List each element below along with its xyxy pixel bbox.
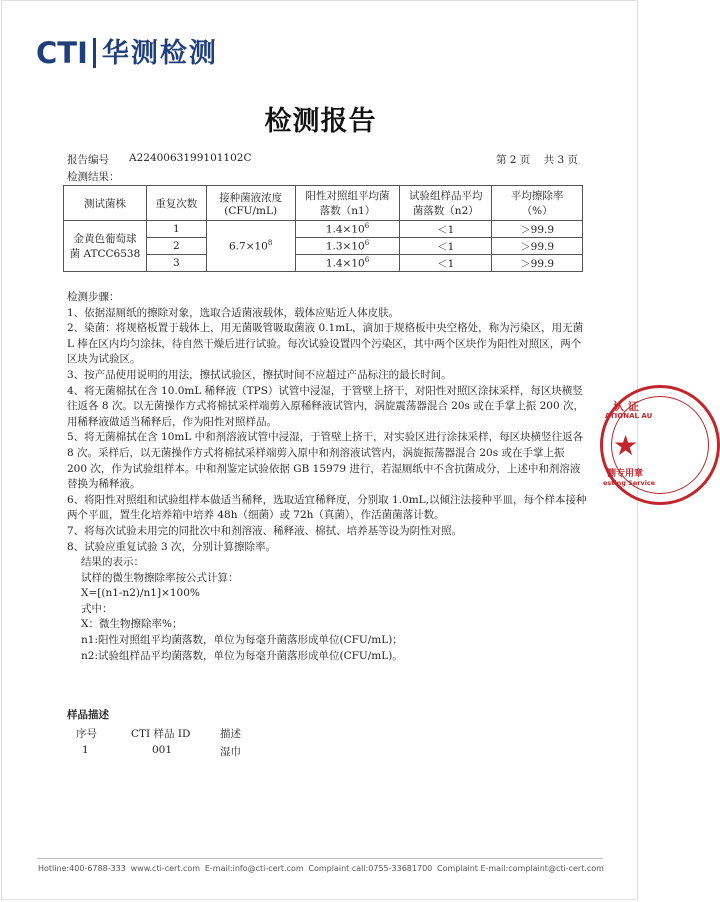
test-steps (67, 290, 587, 664)
n2-cell: ＜1 (400, 238, 492, 255)
n1-value: 1.4×10 (325, 257, 365, 270)
concentration-cell (206, 221, 295, 272)
sample-section-title: 样品描述 (67, 709, 109, 721)
logo-divider (93, 38, 96, 68)
rate-cell: ＞99.9 (492, 238, 583, 255)
report-title: 检测报告 (264, 106, 377, 137)
header-n1: 阳性对照组平均菌 落数（n1） (295, 186, 400, 221)
seal-text-en: ATIONAL AU (605, 412, 653, 420)
rep-cell: 2 (146, 238, 206, 255)
step-item: 2、染菌：将规格板置于载体上，用无菌吸管吸取菌液 0.1mL，滴加于规格板中央空格处，称为污染区，用无菌 L 棒在区内均匀涂抹，待自然干燥后进行试验。每次试验设置四个污染区，其中两个区块作为阳性对照区，两个区块为试验区。 (67, 322, 584, 366)
results-label: 检测结果： (67, 171, 120, 183)
n1-exp: 6 (364, 222, 370, 231)
table-header-row (64, 186, 583, 221)
footer-hotline: Hotline:400-6788-333 (38, 864, 126, 873)
step-item: 7、将每次试验未用完的同批次中和剂溶液、稀释液、棉拭、培养基等设为阴性对照。 (67, 524, 463, 537)
footer-website: www.cti-cert.com (130, 864, 201, 873)
header-concentration: 接种菌液浓度 (CFU/mL) (206, 186, 295, 221)
n1-exp: 6 (364, 239, 370, 248)
concentration-exp: 8 (267, 239, 273, 248)
official-seal (600, 385, 720, 505)
logo-brand: CTI (36, 35, 88, 70)
seal-text-bottom: 测专用章 (607, 469, 644, 479)
footer-complaint-email: Complaint E-mail:complaint@cti-cert.com (437, 864, 604, 873)
sample-header-id: CTI 样品 ID (131, 728, 191, 740)
results-table (63, 185, 583, 272)
page-indicator: 第 2 页 共 3 页 (495, 154, 578, 166)
n1-cell (295, 221, 400, 238)
n1-value: 1.4×10 (325, 223, 365, 236)
formula-x-def: X：微生物擦除率%； (81, 618, 183, 631)
n1-exp: 6 (364, 256, 370, 265)
seal-star-icon: ★ (613, 429, 639, 462)
n1-cell (295, 238, 400, 255)
sample-desc: 湿巾 (220, 746, 241, 758)
formula-intro: 试样的微生物擦除率按公式计算： (81, 571, 239, 584)
step-item: 5、将无菌棉拭在含 10mL 中和剂溶液试管中浸湿，于管壁上挤干，对实验区进行涂抹采样，每区块横竖往返各 8 次。采样后，以无菌操作方式将棉拭采样端剪入原中和剂溶液试管内，涡旋振荡器混合 20s 或在手掌上振 200 次，作为试验组样本。中和剂鉴定试验依据 GB 15979 进行，若湿厕纸中不含抗菌成分，上述中和剂溶液替换为稀释液。 (67, 431, 584, 491)
steps-title: 检测步骤： (67, 291, 120, 303)
logo-name-cn: 华测检测 (101, 37, 218, 69)
step-item: 1、依据湿厕纸的擦除对象，选取合适菌液载体，载体应贴近人体皮肤。 (67, 306, 400, 319)
seal-text-top: 认 证 (613, 400, 639, 413)
rep-cell: 1 (146, 221, 206, 238)
footer-complaint-call: Complaint call:0755-33681700 (308, 864, 433, 873)
sample-id: 001 (152, 744, 173, 756)
n2-cell: ＜1 (400, 255, 492, 272)
rate-cell: ＞99.9 (492, 255, 583, 272)
n1-cell (295, 255, 400, 272)
header-repeats: 重复次数 (146, 186, 206, 221)
step-item: 4、将无菌棉拭在含 10.0mL 稀释液（TPS）试管中浸湿，于管壁上挤干，对阳性对照区涂抹采样，每区块横竖往返各 8 次。以无菌操作方式将棉拭采样端剪入原稀释液试管内，涡旋震荡器混合 20s 或在手掌上振 200 次，用稀释液做适当稀释后，作为阳性对照样品。 (67, 384, 584, 428)
sample-header-desc: 描述 (220, 728, 241, 740)
header-n2: 试验组样品平均 菌落数（n2） (400, 186, 492, 221)
formula: X=[(n1-n2)/n1]×100% (81, 587, 200, 600)
concentration-value: 6.7×10 (229, 240, 268, 253)
seal-text-en-bottom: esting Service (603, 479, 656, 487)
company-logo (36, 33, 218, 73)
n1-value: 1.3×10 (325, 240, 365, 253)
rate-cell: ＞99.9 (492, 221, 583, 238)
formula-where: 式中： (81, 602, 113, 615)
sample-no: 1 (82, 744, 89, 756)
rep-cell: 3 (146, 255, 206, 272)
formula-n1-def: n1:阳性对照组平均菌落数，单位为每毫升菌落形成单位(CFU/mL)； (81, 634, 403, 647)
header-rate: 平均擦除率 （%） (492, 186, 583, 221)
n2-cell: ＜1 (400, 221, 492, 238)
step-item: 8、试验应重复试验 3 次，分别计算擦除率。 (67, 540, 277, 553)
header-strain: 测试菌株 (64, 186, 147, 221)
footer-divider (37, 858, 603, 859)
footer (38, 864, 604, 873)
step-item: 6、将阳性对照组和试验组样本做适当稀释，选取适宜稀释度，分别取 1.0mL,以倾注法接种平皿，每个样本接种两个平皿，置生化培养箱中培养 48h（细菌）或 72h（真菌），作活菌菌落计数。 (67, 493, 587, 522)
result-expression-title: 结果的表示： (81, 556, 144, 569)
step-item: 3、按产品使用说明的用法，擦拭试验区，擦拭时间不应超过产品标注的最长时间。 (67, 368, 452, 381)
table-row (64, 221, 583, 238)
strain-cell: 金黄色葡萄球 菌 ATCC6538 (64, 221, 147, 272)
footer-email: E-mail:info@cti-cert.com (204, 864, 304, 873)
formula-n2-def: n2:试验组样品平均菌落数，单位为每毫升菌落形成单位(CFU/mL)。 (81, 649, 403, 662)
sample-header-no: 序号 (76, 728, 97, 740)
report-no-label: 报告编号 (67, 154, 109, 166)
report-no: A2240063199101102C (129, 152, 252, 164)
